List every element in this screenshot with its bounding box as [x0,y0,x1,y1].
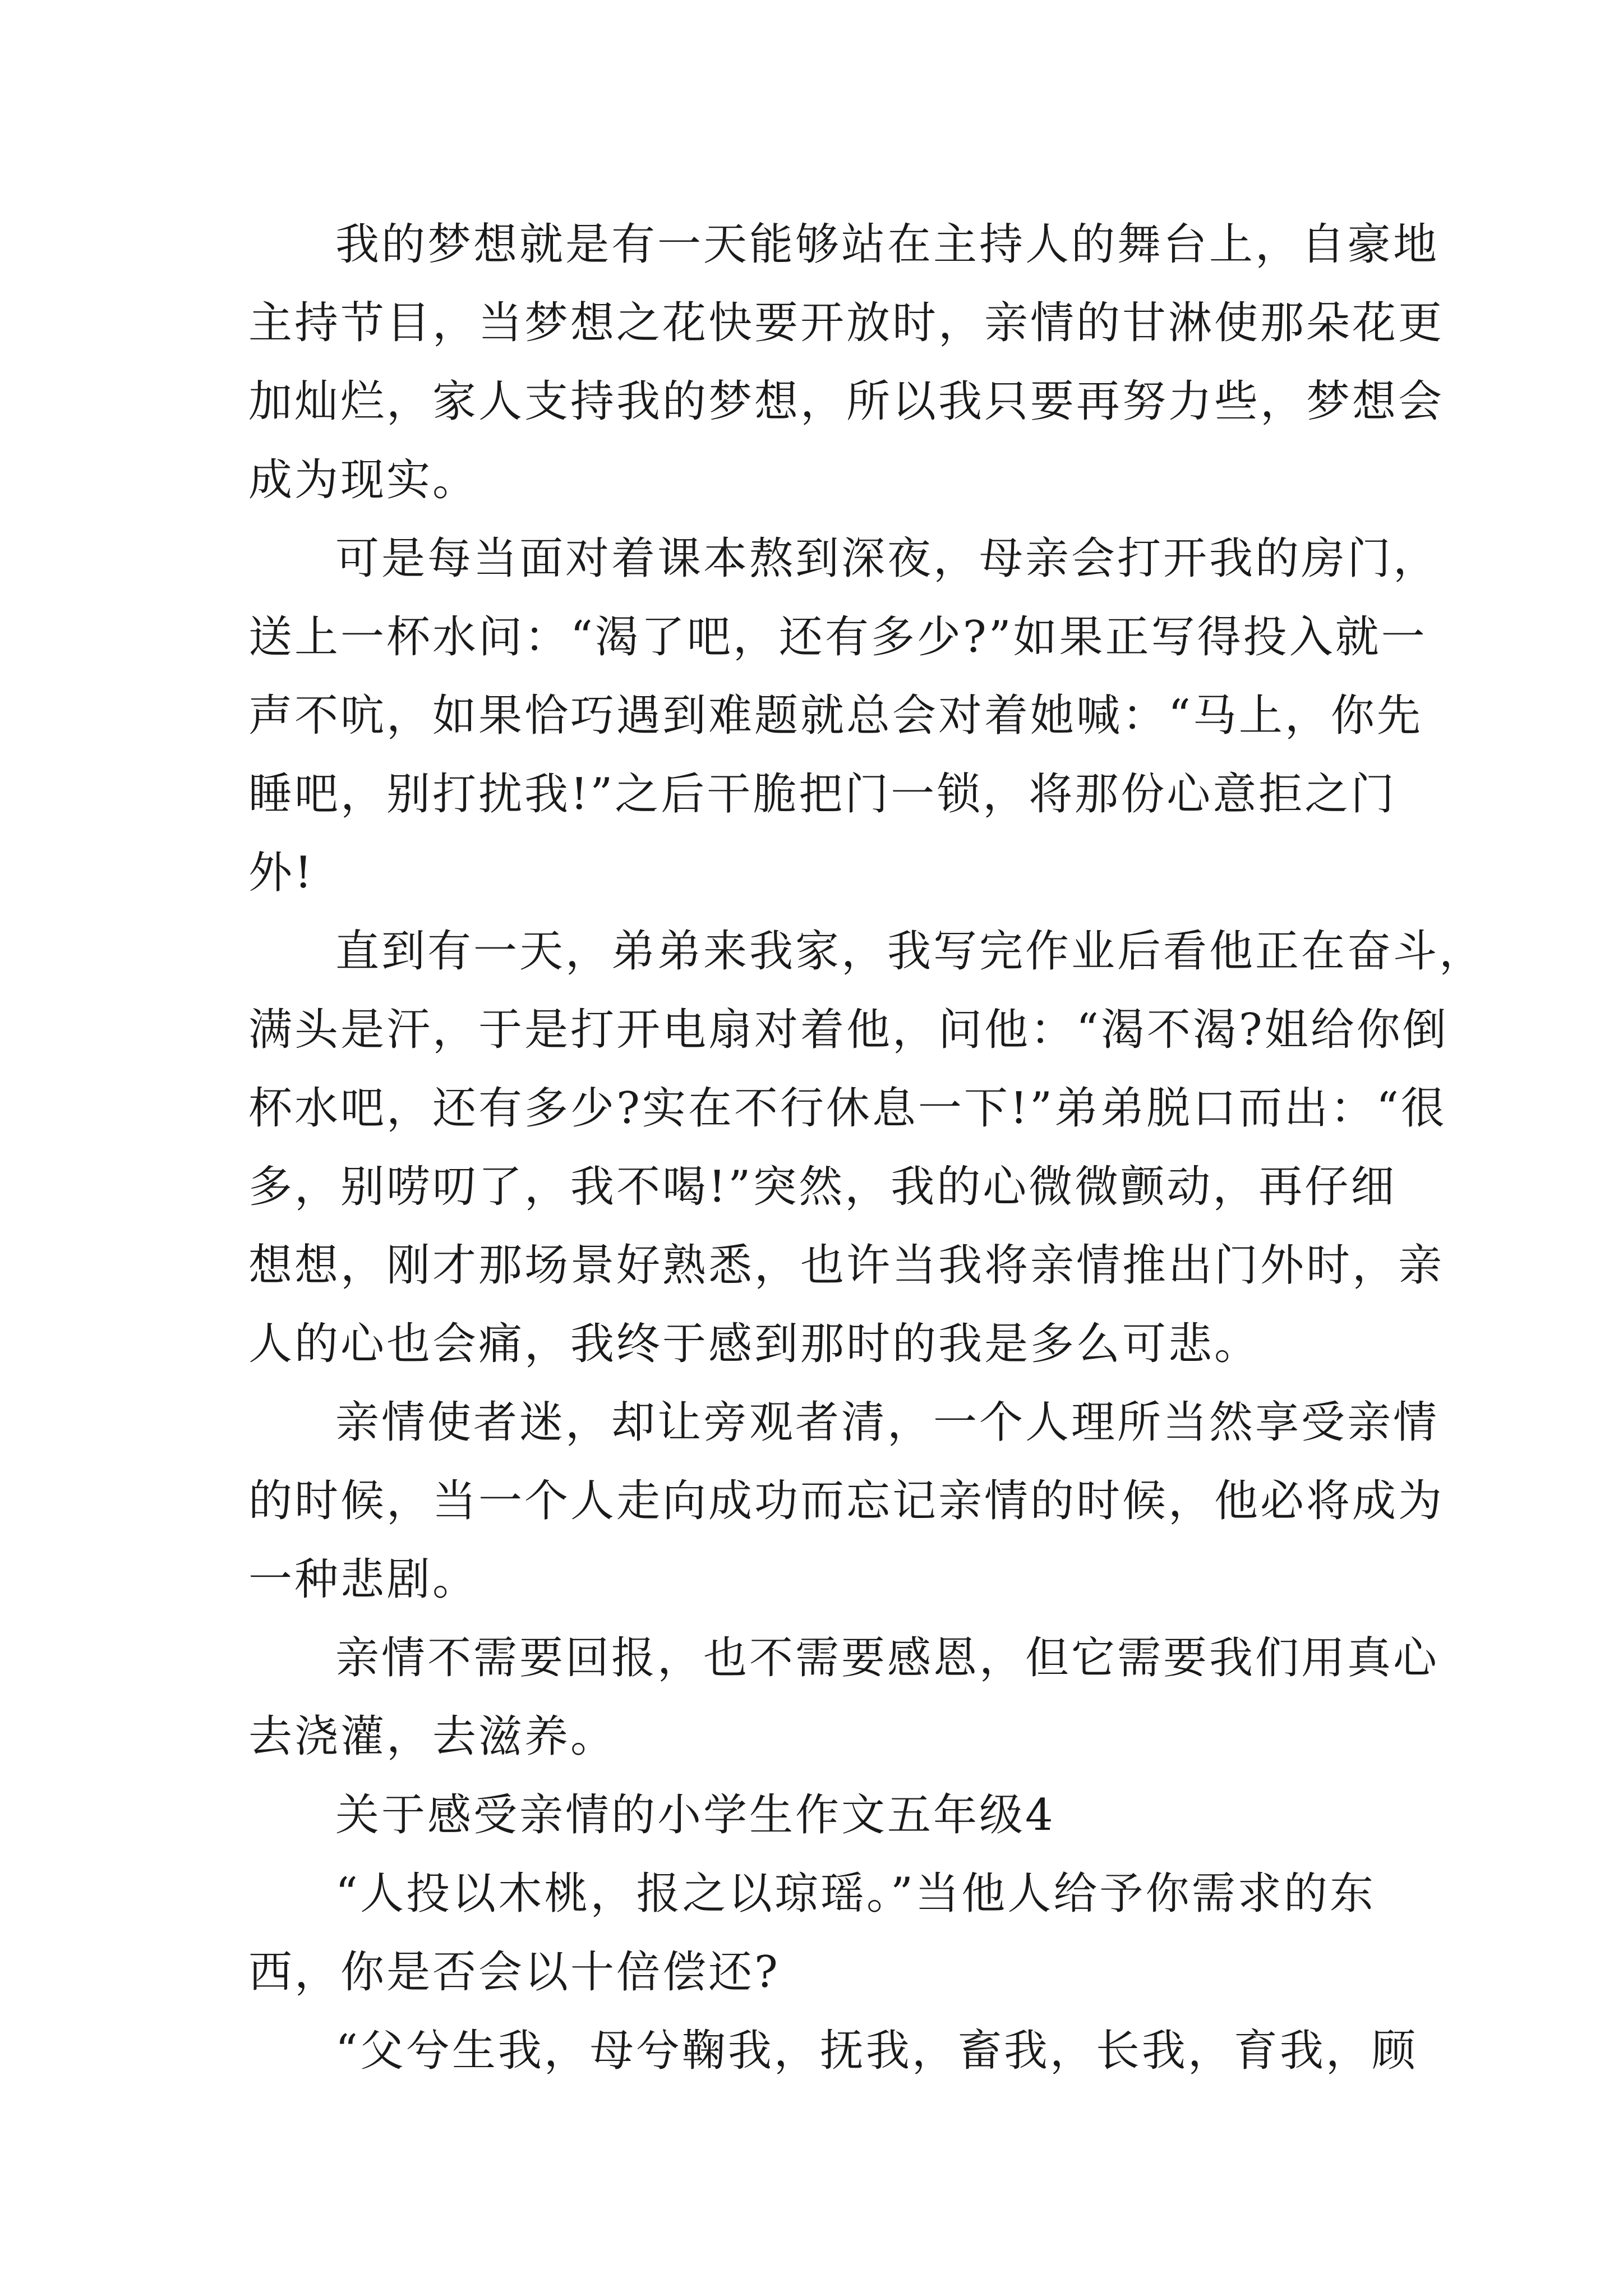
text-line: 我的梦想就是有一天能够站在主持人的舞台上，自豪地 [335,219,1440,270]
text-line: 一种悲剧。 [248,1554,479,1605]
text-line: 可是每当面对着课本熬到深夜，母亲会打开我的房门， [335,533,1440,584]
text-line: “人投以木桃，报之以琼瑶。”当他人给予你需求的东 [335,1869,1376,1919]
text-line: 西，你是否会以十倍偿还? [248,1947,780,1998]
text-line: 的时候，当一个人走向成功而忘记亲情的时候，他必将成为 [248,1476,1445,1526]
text-line: 去浇灌，去滋养。 [248,1711,617,1762]
text-line: 直到有一天，弟弟来我家，我写完作业后看他正在奋斗， [335,926,1486,977]
text-line: 多，别唠叨了，我不喝!”突然，我的心微微颤动，再仔细 [248,1162,1397,1212]
text-line: “父兮生我，母兮鞠我，抚我，畜我，长我，育我，顾 [335,2026,1418,2076]
text-line: 人的心也会痛，我终于感到那时的我是多么可悲。 [248,1319,1261,1369]
text-line: 声不吭，如果恰巧遇到难题就总会对着她喊：“马上，你先 [248,691,1423,741]
text-line: 亲情使者迷，却让旁观者清，一个人理所当然享受亲情 [335,1397,1440,1448]
text-line: 亲情不需要回报，也不需要感恩，但它需要我们用真心 [335,1633,1440,1683]
text-line: 满头是汗，于是打开电扇对着他，问他：“渴不渴?姐给你倒 [248,1005,1449,1055]
text-line: 送上一杯水问：“渴了吧，还有多少?”如果正写得投入就一 [248,612,1427,662]
text-line: 主持节目，当梦想之花快要开放时，亲情的甘淋使那朵花更 [248,298,1445,348]
text-line: 杯水吧，还有多少?实在不行休息一下!”弟弟脱口而出：“很 [248,1083,1447,1134]
text-line: 想想，刚才那场景好熟悉，也许当我将亲情推出门外时，亲 [248,1240,1445,1291]
text-line: 外! [248,848,315,898]
text-line: 加灿烂，家人支持我的梦想，所以我只要再努力些，梦想会 [248,376,1445,427]
section-heading: 关于感受亲情的小学生作文五年级4 [335,1790,1055,1841]
text-line: 睡吧，别打扰我!”之后干脆把门一锁，将那份心意拒之门 [248,769,1397,820]
text-line: 成为现实。 [248,455,479,505]
